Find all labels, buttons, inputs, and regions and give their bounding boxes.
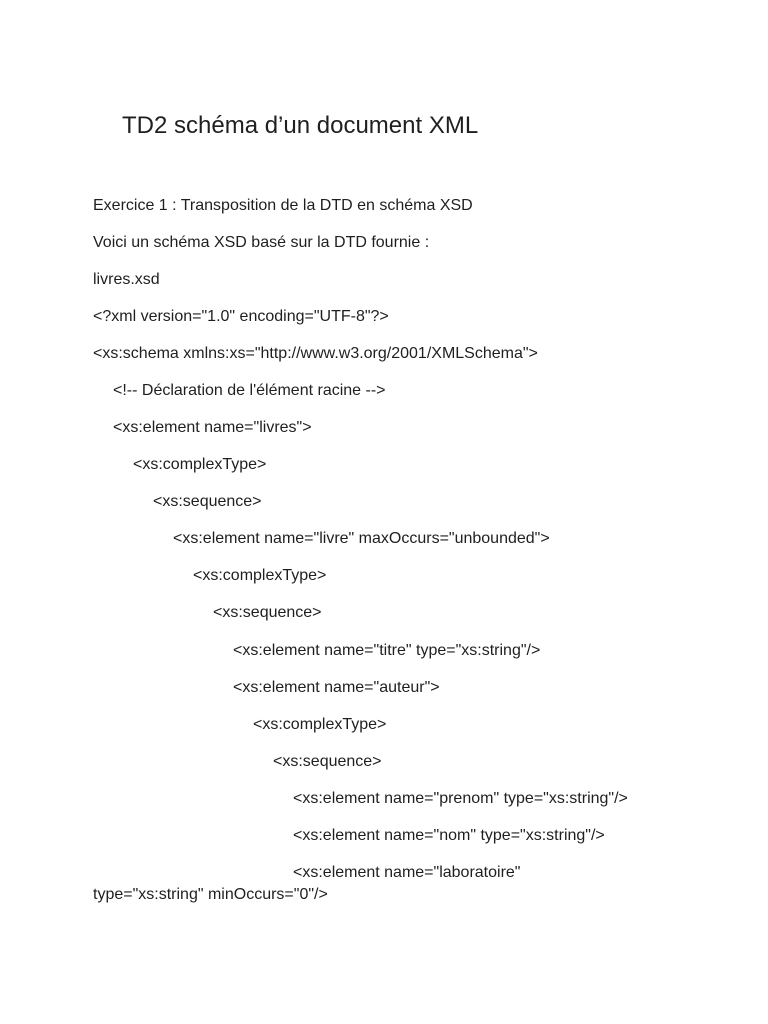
code-line: <xs:element name="auteur"> (233, 679, 440, 696)
code-line: <xs:sequence> (213, 604, 322, 621)
code-line-continuation: type="xs:string" minOccurs="0"/> (93, 886, 328, 903)
code-line: <xs:sequence> (273, 753, 382, 770)
code-line: <xs:complexType> (253, 716, 387, 733)
code-line: <?xml version="1.0" encoding="UTF-8"?> (93, 308, 389, 325)
code-line: <xs:complexType> (133, 456, 267, 473)
code-line: <xs:element name="nom" type="xs:string"/> (293, 827, 605, 844)
code-line: <xs:element name="livre" maxOccurs="unbounded"> (173, 530, 550, 547)
code-line: <xs:element name="titre" type="xs:string"/> (233, 642, 541, 659)
code-line: <!-- Déclaration de l'élément racine --> (113, 382, 386, 399)
code-line: <xs:sequence> (153, 493, 262, 510)
code-line: <xs:element name="livres"> (113, 419, 312, 436)
code-line: <xs:element name="laboratoire" (293, 864, 521, 881)
intro-text: Voici un schéma XSD basé sur la DTD fournie : (93, 234, 430, 251)
exercise-heading: Exercice 1 : Transposition de la DTD en schéma XSD (93, 197, 473, 214)
filename: livres.xsd (93, 271, 160, 288)
document-title: TD2 schéma d’un document XML (122, 112, 479, 139)
code-line: <xs:schema xmlns:xs="http://www.w3.org/2001/XMLSchema"> (93, 345, 538, 362)
code-line: <xs:element name="prenom" type="xs:string"/> (293, 790, 628, 807)
code-line: <xs:complexType> (193, 567, 327, 584)
